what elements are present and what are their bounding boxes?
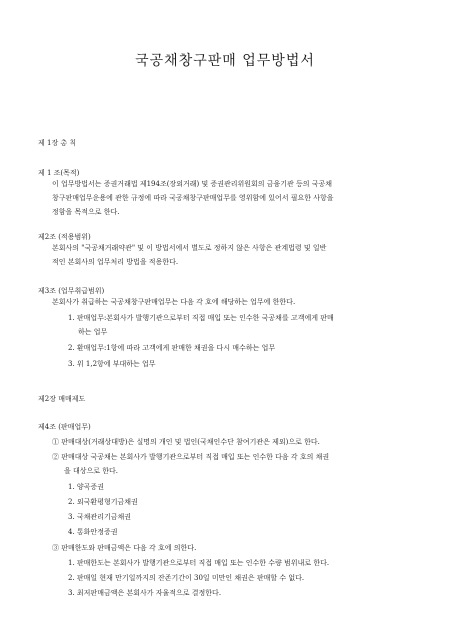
article-4-clause-1: ① 판매대상(거래상대방)은 실명의 개인 및 법인(국채인수단 참여기관은 제외)으로 한다. [52,438,320,446]
chapter-2-heading: 제2장 매매제도 [38,395,86,403]
chapter-1-heading: 제 1장 총 칙 [38,139,77,147]
article-4-clause-3: ③ 판매한도와 판매금액은 다음 각 호에 의한다. [52,544,197,552]
document-title: 국공채창구판매 업무방법서 [135,53,315,69]
article-4-clause-3-item-2: 2. 판매일 현재 만기일까지의 잔존기간이 30일 미만인 채권은 판매할 수 없다. [68,574,305,582]
article-3-item-1-cont: 하는 업무 [78,328,108,336]
article-4-clause-3-item-1: 1. 판매한도는 본회사가 발행기관으로부터 직접 매입 또는 인수한 수량 범위내로 한다. [68,559,330,567]
article-4-clause-2: ② 판매대상 국공채는 본회사가 발행기관으로부터 직접 매입 또는 인수한 다음 각 호의 채권 [52,453,330,461]
article-4-clause-2-item-1: 1. 양곡증권 [68,483,104,491]
article-4-clause-2-item-3: 3. 국채관리기금채권 [68,513,131,521]
article-1-line-1: 이 업무방법서는 증권거래법 제194조(장외거래) 및 증권관리위원회의 금융기관 등의 국공채 [52,180,333,188]
article-1-line-2: 창구판매업무운용에 관한 규정에 따라 국공채창구판매업무를 영위함에 있어서 필요한 사항을 [52,194,334,202]
article-3-item-1: 1. 판매업무:본회사가 발행기관으로부터 직접 매입 또는 인수한 국공채를 고객에게 판매 [68,314,334,322]
article-3-item-3: 3. 위 1,2항에 부대하는 업무 [68,360,156,368]
article-4-clause-2-item-4: 4. 통화안정증권 [68,528,118,536]
article-4-clause-3-item-3: 3. 최저판매금액은 본회사가 자율적으로 결정한다. [68,589,222,597]
article-4-clause-2-cont: 을 대상으로 한다. [64,467,119,475]
article-4-clause-2-item-2: 2. 외국환평형기금채권 [68,498,138,506]
article-3-heading: 제3조 (업무취급범위) [38,287,105,295]
article-1-heading: 제 1 조(목적) [38,169,80,177]
article-2-line-2: 적인 본회사의 업무처리 방법을 적용한다. [52,258,179,266]
article-1-line-3: 정함을 목적으로 한다. [52,208,120,216]
article-3-intro: 본회사가 취급하는 국공채창구판매업무는 다음 각 호에 해당하는 업무에 한한다. [52,298,296,306]
article-3-item-2: 2. 환매업무:1항에 따라 고객에게 판매한 채권을 다시 매수하는 업무 [68,344,276,352]
article-2-heading: 제2조 (적용범위) [38,233,91,241]
article-2-line-1: 본회사의 "국공채거래약관" 및 이 방법서에서 별도로 정하지 않은 사항은 관계법령 및 일반 [52,244,327,252]
article-4-heading: 제4조 (판매업무) [38,423,91,431]
